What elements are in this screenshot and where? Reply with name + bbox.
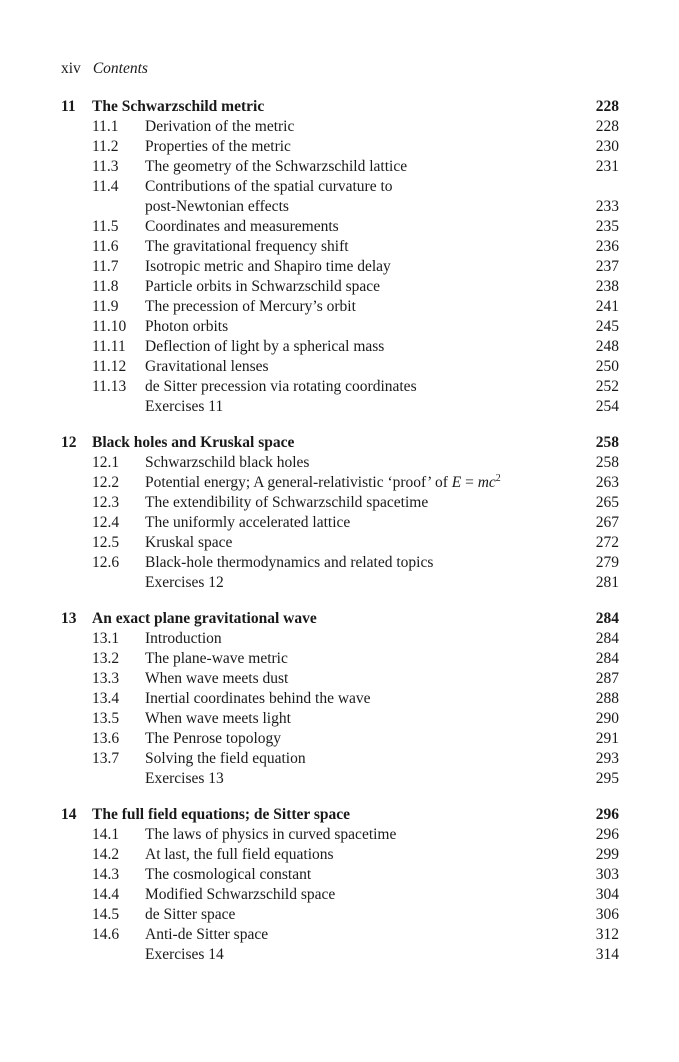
chapter-page: 296 [595, 806, 619, 823]
section-number: 11.7 [92, 258, 119, 275]
section-entry [61, 629, 619, 649]
section-entry [61, 493, 619, 513]
section-entry [61, 377, 619, 397]
section-number: 11.6 [92, 238, 119, 255]
exercises-entry [61, 397, 619, 417]
section-title: The uniformly accelerated lattice [145, 514, 351, 531]
exercises-page: 254 [595, 398, 619, 415]
chapter-page: 228 [595, 98, 619, 115]
exercises-entry [61, 945, 619, 965]
section-page: 287 [595, 670, 619, 687]
section-entry [61, 845, 619, 865]
exercises-entry [61, 769, 619, 789]
section-number: 14.5 [92, 906, 120, 923]
section-page: 231 [595, 158, 619, 175]
section-page: 288 [595, 690, 619, 707]
section-title: Schwarzschild black holes [145, 454, 310, 471]
chapter-heading [61, 433, 619, 453]
section-title: de Sitter precession via rotating coordinates [145, 378, 417, 395]
table-of-contents [61, 97, 619, 981]
exercises-page: 314 [595, 946, 619, 963]
section-entry [61, 473, 619, 493]
section-entry [61, 237, 619, 257]
section-entry [61, 533, 619, 553]
exercises-page: 281 [595, 574, 619, 591]
section-entry [61, 865, 619, 885]
section-entry [61, 689, 619, 709]
section-number: 11.3 [92, 158, 119, 175]
section-page: 306 [595, 906, 619, 923]
section-title: The geometry of the Schwarzschild lattice [145, 158, 408, 175]
section-page: 228 [595, 118, 619, 135]
section-entry [61, 157, 619, 177]
section-page: 299 [595, 846, 619, 863]
exercises-title: Exercises 13 [145, 770, 224, 787]
section-title: Photon orbits [145, 318, 229, 335]
section-entry [61, 317, 619, 337]
section-entry [61, 709, 619, 729]
section-title: The gravitational frequency shift [145, 238, 349, 255]
chapter-heading [61, 805, 619, 825]
section-number: 11.1 [92, 118, 119, 135]
section-page: 293 [595, 750, 619, 767]
section-title: At last, the full field equations [145, 846, 334, 863]
section-title: Black-hole thermodynamics and related topics [145, 554, 434, 571]
chapter-number: 14 [61, 806, 77, 823]
section-entry [61, 925, 619, 945]
chapter-page: 284 [595, 610, 619, 627]
section-page: 245 [595, 318, 619, 335]
section-title: The plane-wave metric [145, 650, 288, 667]
chapter-title: The Schwarzschild metric [92, 98, 265, 115]
section-title: Deflection of light by a spherical mass [145, 338, 385, 355]
running-head [61, 59, 148, 79]
section-title: The precession of Mercury’s orbit [145, 298, 356, 315]
section-title: When wave meets dust [145, 670, 289, 687]
section-entry [61, 729, 619, 749]
chapter-heading [61, 97, 619, 117]
section-number: 14.3 [92, 866, 120, 883]
section-page: 235 [595, 218, 619, 235]
section-page: 296 [595, 826, 619, 843]
running-head-title: Contents [92, 60, 148, 77]
section-title: The cosmological constant [145, 866, 312, 883]
section-entry [61, 137, 619, 157]
section-title: The laws of physics in curved spacetime [145, 826, 397, 843]
math-energy: E [451, 474, 462, 491]
chapter-number: 11 [61, 98, 76, 115]
chapter-title: The full field equations; de Sitter space [92, 806, 351, 823]
section-title: Modified Schwarzschild space [145, 886, 336, 903]
section-number: 11.13 [92, 378, 127, 395]
section-page: 248 [595, 338, 619, 355]
section-number: 11.4 [92, 178, 119, 195]
section-number: 14.6 [92, 926, 120, 943]
section-entry [61, 117, 619, 137]
section-number: 13.3 [92, 670, 120, 687]
section-page: 267 [595, 514, 619, 531]
section-page: 250 [595, 358, 619, 375]
section-title: Isotropic metric and Shapiro time delay [145, 258, 391, 275]
section-entry [61, 177, 619, 217]
section-title: Inertial coordinates behind the wave [145, 690, 371, 707]
section-title-text: Potential energy; A general-relativistic ‘proof’ of [145, 474, 452, 491]
exercises-title: Exercises 11 [145, 398, 224, 415]
section-title: When wave meets light [145, 710, 291, 727]
section-entry [61, 277, 619, 297]
section-title-line-2: post-Newtonian effects [145, 198, 289, 215]
section-entry [61, 749, 619, 769]
section-number: 11.8 [92, 278, 119, 295]
section-page: 238 [595, 278, 619, 295]
chapter-number: 13 [61, 610, 77, 627]
section-number: 12.3 [92, 494, 120, 511]
section-number: 12.1 [92, 454, 120, 471]
section-page: 312 [595, 926, 619, 943]
math-exponent: 2 [495, 473, 501, 484]
section-page: 252 [595, 378, 619, 395]
section-number: 12.5 [92, 534, 120, 551]
section-number: 11.12 [92, 358, 127, 375]
section-title: Particle orbits in Schwarzschild space [145, 278, 381, 295]
page-folio: xiv [61, 60, 81, 77]
chapter-13 [61, 609, 619, 789]
section-title [145, 473, 501, 493]
exercises-page: 295 [595, 770, 619, 787]
exercises-entry [61, 573, 619, 593]
section-title: Gravitational lenses [145, 358, 269, 375]
section-page: 279 [595, 554, 619, 571]
section-title: Properties of the metric [145, 138, 291, 155]
chapter-heading [61, 609, 619, 629]
section-page: 233 [595, 198, 619, 215]
section-page: 304 [595, 886, 619, 903]
section-page: 284 [595, 650, 619, 667]
section-entry [61, 649, 619, 669]
chapter-title: Black holes and Kruskal space [92, 434, 295, 451]
section-number: 13.1 [92, 630, 120, 647]
section-page: 263 [595, 474, 619, 491]
section-number: 12.2 [92, 474, 120, 491]
chapter-14 [61, 805, 619, 965]
section-title: Coordinates and measurements [145, 218, 339, 235]
chapter-11 [61, 97, 619, 417]
section-page: 258 [595, 454, 619, 471]
section-page: 284 [595, 630, 619, 647]
section-entry [61, 885, 619, 905]
section-entry [61, 297, 619, 317]
math-mc: mc [477, 474, 496, 491]
section-title-line-1: Contributions of the spatial curvature to [145, 178, 393, 195]
section-entry [61, 257, 619, 277]
section-page: 272 [595, 534, 619, 551]
section-number: 12.6 [92, 554, 120, 571]
section-title: Anti-de Sitter space [145, 926, 269, 943]
section-page: 237 [595, 258, 619, 275]
section-entry [61, 357, 619, 377]
section-page: 290 [595, 710, 619, 727]
section-entry [61, 553, 619, 573]
section-number: 11.9 [92, 298, 119, 315]
section-number: 13.6 [92, 730, 120, 747]
chapter-page: 258 [595, 434, 619, 451]
section-number: 13.4 [92, 690, 120, 707]
section-entry [61, 669, 619, 689]
section-number: 14.4 [92, 886, 120, 903]
section-number: 13.5 [92, 710, 120, 727]
section-title [145, 177, 393, 217]
section-entry [61, 217, 619, 237]
section-entry [61, 513, 619, 533]
chapter-title: An exact plane gravitational wave [92, 610, 317, 627]
section-page: 236 [595, 238, 619, 255]
section-number: 11.2 [92, 138, 119, 155]
section-page: 230 [595, 138, 619, 155]
section-page: 241 [595, 298, 619, 315]
section-title: Introduction [145, 630, 222, 647]
section-entry [61, 453, 619, 473]
section-page: 265 [595, 494, 619, 511]
section-number: 14.2 [92, 846, 120, 863]
section-title: Derivation of the metric [145, 118, 295, 135]
section-number: 12.4 [92, 514, 120, 531]
section-entry [61, 905, 619, 925]
section-number: 11.10 [92, 318, 127, 335]
exercises-title: Exercises 12 [145, 574, 224, 591]
section-title: de Sitter space [145, 906, 236, 923]
section-title: The extendibility of Schwarzschild spacetime [145, 494, 429, 511]
section-entry [61, 825, 619, 845]
section-page: 303 [595, 866, 619, 883]
chapter-number: 12 [61, 434, 77, 451]
section-number: 11.11 [92, 338, 126, 355]
chapter-12 [61, 433, 619, 593]
section-page: 291 [595, 730, 619, 747]
math-equals: = [461, 474, 478, 491]
section-number: 13.2 [92, 650, 120, 667]
section-title: The Penrose topology [145, 730, 282, 747]
section-title: Solving the field equation [145, 750, 306, 767]
section-number: 11.5 [92, 218, 119, 235]
section-title: Kruskal space [145, 534, 233, 551]
section-number: 14.1 [92, 826, 120, 843]
section-entry [61, 337, 619, 357]
section-number: 13.7 [92, 750, 120, 767]
exercises-title: Exercises 14 [145, 946, 224, 963]
